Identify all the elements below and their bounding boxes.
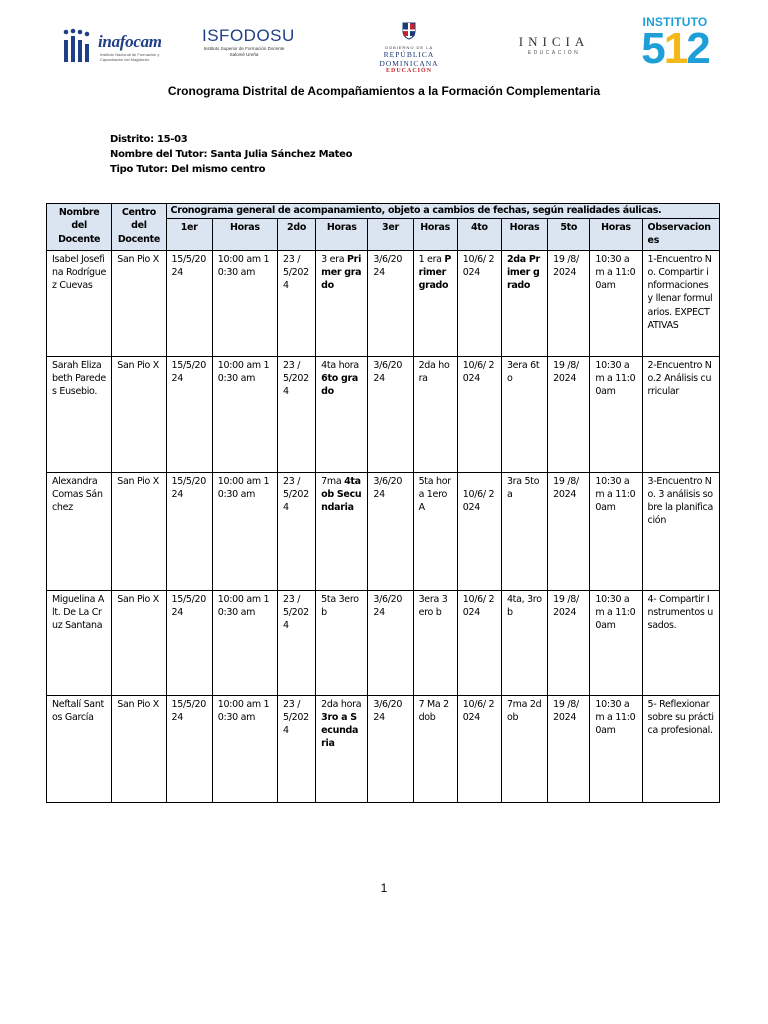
col-header-centro: Centro del Docente xyxy=(112,204,166,251)
instituto-number: 512 xyxy=(641,24,709,73)
cell-fecha-2: 23 / 5/2024 xyxy=(278,695,316,802)
cell-horas-5: 10:30 am a 11:00am xyxy=(590,695,642,802)
instituto-512-logo xyxy=(640,16,710,72)
table-row xyxy=(47,250,720,356)
cell-fecha-5: 19 /8/2024 xyxy=(548,590,590,695)
col-header-horas-1: Horas xyxy=(212,219,277,251)
col-header-docente: Nombre del Docente xyxy=(47,204,112,251)
cell-horas-2: 7ma 4taob Secundaria xyxy=(316,472,368,590)
col-header-horas-4: Horas xyxy=(501,219,547,251)
cell-centro: San Pio X xyxy=(112,356,166,472)
tipo-tutor-line: Tipo Tutor: Del mismo centro xyxy=(110,164,266,175)
cell-horas-2: 4ta hora 6to grado xyxy=(316,356,368,472)
cell-fecha-3: 3/6/2024 xyxy=(368,695,413,802)
col-header-horas-2: Horas xyxy=(316,219,368,251)
cell-fecha-2: 23 / 5/2024 xyxy=(278,250,316,356)
table-row xyxy=(47,472,720,590)
cell-fecha-3: 3/6/2024 xyxy=(368,472,413,590)
cell-observaciones: 2-Encuentro No.2 Análisis curricular xyxy=(642,356,719,472)
col-header-horas-3: Horas xyxy=(413,219,457,251)
cell-fecha-5: 19 /8/2024 xyxy=(548,472,590,590)
cell-fecha-4: 10/6/ 2024 xyxy=(457,590,501,695)
document-title: Cronograma Distrital de Acompañamientos a la Formación Complementaria xyxy=(167,84,601,98)
schedule-table xyxy=(46,203,720,803)
inafocam-logo xyxy=(62,24,172,64)
cell-fecha-2: 23 / 5/2024 xyxy=(278,590,316,695)
cell-horas-2: 3 era Primer grado xyxy=(316,250,368,356)
cell-horas-3: 3era 3ero b xyxy=(413,590,457,695)
cell-fecha-5: 19 /8/2024 xyxy=(548,356,590,472)
inafocam-mark-icon xyxy=(62,28,96,62)
inafocam-name: inafocam xyxy=(98,32,162,51)
cell-fecha-4: 10/6/ 2024 xyxy=(457,250,501,356)
cell-nombre: Miguelina Alt. De La Cruz Santana xyxy=(47,590,112,695)
col-header-observaciones: Observaciones xyxy=(642,219,719,251)
distrito-line: Distrito: 15-03 xyxy=(110,134,188,145)
isfodosu-tagline: Instituto Superior de Formación Docente Salomé Ureña xyxy=(203,46,285,57)
cell-observaciones: 5- Reflexionar sobre su práctica profesional. xyxy=(642,695,719,802)
cell-horas-2: 2da hora 3ro a Secundaria xyxy=(316,695,368,802)
educacion-label: EDUCACIÓN xyxy=(385,68,432,74)
cell-horas-1: 10:00 am 10:30 am xyxy=(212,250,277,356)
cell-horas-3: 1 era Primer grado xyxy=(413,250,457,356)
isfodosu-logo xyxy=(202,26,295,66)
schedule-banner: Cronograma general de acompanamiento, objeto a cambios de fechas, según realidades áulicas. xyxy=(166,204,719,219)
cell-fecha-5: 19 /8/2024 xyxy=(548,250,590,356)
cell-fecha-1: 15/5/2024 xyxy=(166,356,212,472)
cell-fecha-1: 15/5/2024 xyxy=(166,590,212,695)
gobierno-logo xyxy=(362,20,456,76)
col-header-5to: 5to xyxy=(548,219,590,251)
cell-horas-1: 10:00 am 10:30 am xyxy=(212,472,277,590)
cell-fecha-3: 3/6/2024 xyxy=(368,590,413,695)
cell-fecha-3: 3/6/2024 xyxy=(368,356,413,472)
cell-observaciones: 1-Encuentro No. Compartir informaciones y llenar formularios. EXPECTATIVAS xyxy=(642,250,719,356)
cell-nombre: Alexandra Comas Sánchez xyxy=(47,472,112,590)
col-header-1er: 1er xyxy=(166,219,212,251)
inicia-sub: EDUCACIÓN xyxy=(527,50,581,56)
cell-horas-1: 10:00 am 10:30 am xyxy=(212,356,277,472)
page-number: 1 xyxy=(380,881,388,895)
col-header-horas-5: Horas xyxy=(590,219,642,251)
cell-fecha-4: 10/6/ 2024 xyxy=(457,695,501,802)
cell-horas-1: 10:00 am 10:30 am xyxy=(212,695,277,802)
cell-observaciones: 4- Compartir Instrumentos usados. xyxy=(642,590,719,695)
cell-nombre: Isabel Josefina Rodríguez Cuevas xyxy=(47,250,112,356)
cell-observaciones: 3-Encuentro No. 3 análisis sobre la planificación xyxy=(642,472,719,590)
logo-bar xyxy=(0,14,768,74)
republica-dominicana-label: REPÚBLICA DOMINICANA xyxy=(379,50,439,68)
col-header-3er: 3er xyxy=(368,219,413,251)
cell-horas-1: 10:00 am 10:30 am xyxy=(212,590,277,695)
cell-horas-5: 10:30 am a 11:00am xyxy=(590,472,642,590)
coat-of-arms-icon xyxy=(399,20,419,40)
cell-fecha-1: 15/5/2024 xyxy=(166,250,212,356)
cell-horas-5: 10:30 am a 11:00am xyxy=(590,356,642,472)
cell-centro: San Pio X xyxy=(112,250,166,356)
info-block xyxy=(110,132,352,177)
cell-fecha-2: 23 / 5/2024 xyxy=(278,472,316,590)
table-row xyxy=(47,356,720,472)
cell-fecha-4: 10/6/ 2024 xyxy=(457,356,501,472)
col-header-2do: 2do xyxy=(278,219,316,251)
cell-fecha-2: 23 / 5/2024 xyxy=(278,356,316,472)
cell-horas-3: 7 Ma 2dob xyxy=(413,695,457,802)
cell-horas-4: 7ma 2dob xyxy=(501,695,547,802)
cell-nombre: Sarah Elizabeth Paredes Eusebio. xyxy=(47,356,112,472)
inafocam-tagline: Instituto Nacional de Formación y Capacitación del Magisterio xyxy=(100,52,160,62)
cell-fecha-4: 10/6/ 2024 xyxy=(457,472,501,590)
cell-horas-4: 2da Primer grado xyxy=(501,250,547,356)
cell-fecha-1: 15/5/2024 xyxy=(166,472,212,590)
header-row-1 xyxy=(47,204,720,219)
cell-fecha-3: 3/6/2024 xyxy=(368,250,413,356)
cell-centro: San Pio X xyxy=(112,472,166,590)
isfodosu-name: ISFODOSU xyxy=(202,26,295,45)
cell-fecha-5: 19 /8/2024 xyxy=(548,695,590,802)
gobierno-label: GOBIERNO DE LA xyxy=(384,45,434,50)
inicia-logo xyxy=(512,34,596,70)
cell-centro: San Pio X xyxy=(112,590,166,695)
cell-horas-4: 3ra 5toa xyxy=(501,472,547,590)
table-row xyxy=(47,590,720,695)
instituto-label: INSTITUTO xyxy=(642,15,708,29)
tutor-line: Nombre del Tutor: Santa Julia Sánchez Mateo xyxy=(110,149,353,160)
cell-horas-3: 2da hora xyxy=(413,356,457,472)
cell-horas-4: 4ta, 3rob xyxy=(501,590,547,695)
cell-nombre: Neftalí Santos García xyxy=(47,695,112,802)
cell-horas-3: 5ta hora 1eroA xyxy=(413,472,457,590)
col-header-4to: 4to xyxy=(457,219,501,251)
cell-fecha-1: 15/5/2024 xyxy=(166,695,212,802)
cell-horas-5: 10:30 am a 11:00am xyxy=(590,250,642,356)
cell-centro: San Pio X xyxy=(112,695,166,802)
table-row xyxy=(47,695,720,802)
cell-horas-4: 3era 6to xyxy=(501,356,547,472)
inicia-name: INICIA xyxy=(518,34,590,49)
cell-horas-5: 10:30 am a 11:00am xyxy=(590,590,642,695)
cell-horas-2: 5ta 3ero b xyxy=(316,590,368,695)
